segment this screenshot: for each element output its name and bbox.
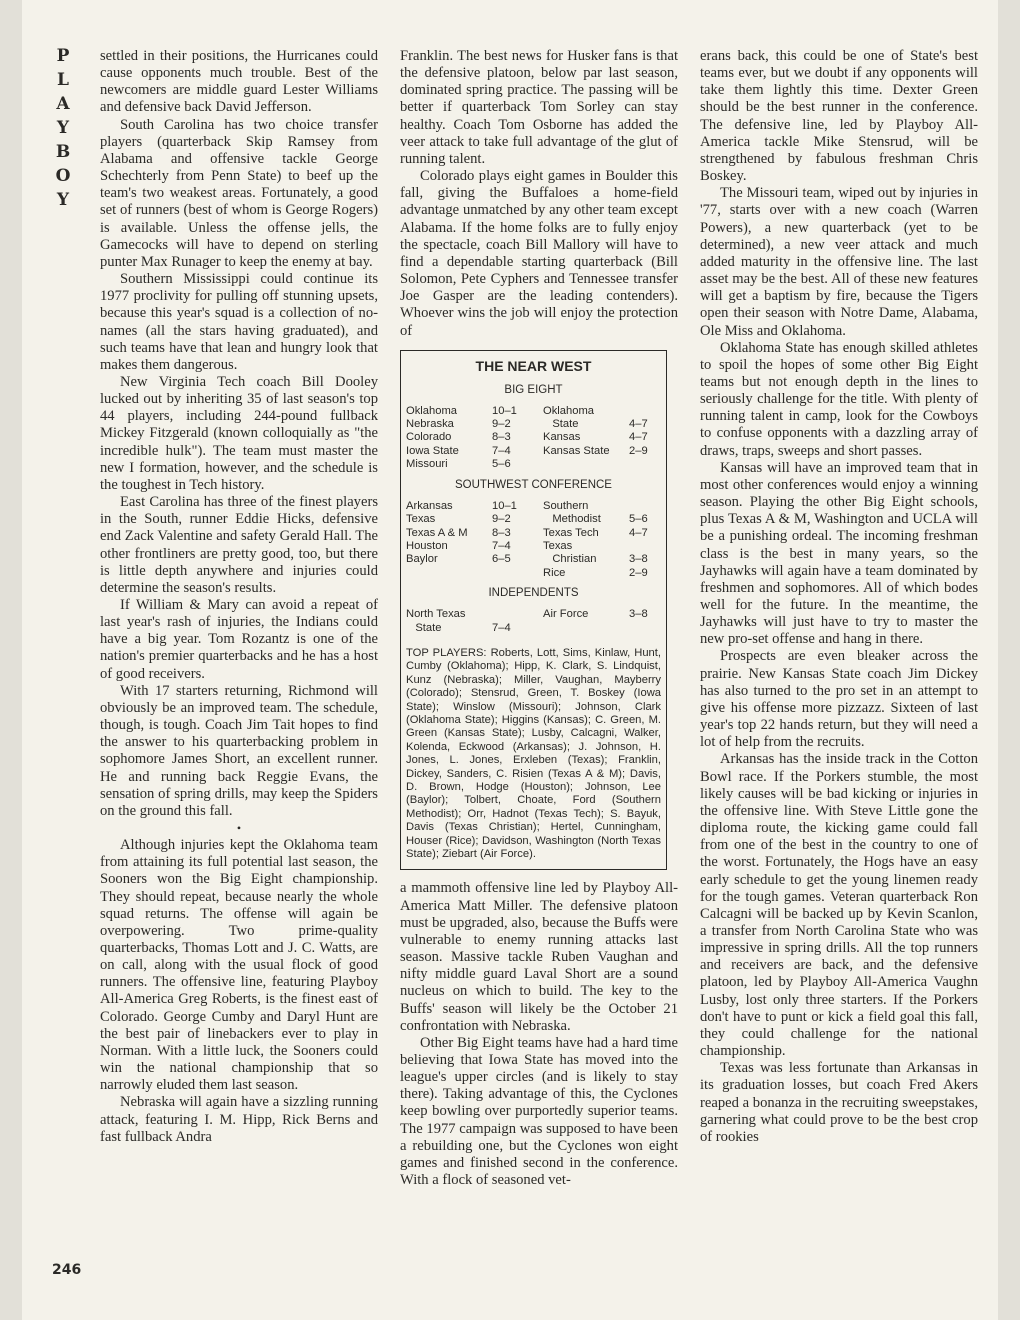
- sidebar-letter: P: [56, 46, 70, 66]
- team-record: 7–4: [492, 444, 511, 457]
- paragraph: East Carolina has three of the finest players in the South, runner Eddie Hicks, defensive end Zack Valentine and safety Gerald Hall. The other frontliners are pretty good, too, but there is little depth anywhere and injuries could determine the season's results.: [100, 494, 378, 596]
- team-name: Texas Tech: [543, 526, 599, 539]
- paragraph: Arkansas has the inside track in the Cotton Bowl race. If the Porkers stumble, the most likely causes will be bad kicking or injuries in the offensive line. With Steve Little gone the diploma route, the kicking game could fall from one of the best in the country to one of the worst. Fortunately, the Hogs have an easy early schedule to get the young linemen ready for the tough games. Veteran quarterback Ron Calcagni will be backed up by Kevin Scanlon, a transfer from North Carolina State who was impressive in spring drills. All the top runners and receivers are back, and the defensive platoon, led by Playboy All-America Vaughn Lusby, lost only three starters. If the Porkers don't have to punt or kick a field goal this fall, they could challenge for the national championship.: [700, 751, 978, 1060]
- top-players-list: TOP PLAYERS: Roberts, Lott, Sims, Kinlaw, Hunt, Cumby (Oklahoma); Hipp, K. Clark, S. Lindquist, Kunz (Nebraska); Miller, Vaughan, Mayberry (Colorado); Stensrud, Green, T. Boskey (Iowa State); Winslow (Missouri); Johnson, Clark (Oklahoma State); Higgins (Kansas); C. Green, M. Green (Kansas State); Lusby, Calcagni, Walker, Kolenda, Eckwood (Arkansas); J. Johnson, H. Jones, L. Jones, Erxleben (Texas); Franklin, Dickey, Sanders, C. Risien (Texas A & M); Davis, D. Brown, Hodge (Houston); Johnson, Lee (Baylor); Tolbert, Choate, Ford (Southern Methodist); Orr, Hadnot (Texas Tech); S. Bayuk, Davis (Texas Christian); Hertel, Cunningham, Houser (Rice); Davidson, Washington (North Texas State); Ziebart (Air Force).: [406, 646, 661, 861]
- team-record: 8–3: [492, 431, 511, 444]
- standings-row: [406, 622, 524, 635]
- paragraph: Texas was less fortunate than Arkansas in its graduation losses, but coach Fred Akers reaped a bonanza in the recruiting sweepstakes, garnering what could prove to be the best crop of rookies: [700, 1060, 978, 1145]
- team-record: 3–8: [629, 553, 648, 566]
- paragraph: Franklin. The best news for Husker fans is that the defensive platoon, below par last season, dominated spring practice. The passing will be better if quarterback Tom Sorley can stay healthy. Coach Tom Osborne has added the veer attack to take full advantage of the glut of running talent.: [400, 48, 678, 167]
- standings-row: [406, 527, 524, 540]
- team-name: Texas A & M: [406, 526, 468, 539]
- team-name: Texas: [543, 539, 573, 552]
- team-record: 2–9: [629, 444, 648, 457]
- team-name: Oklahoma: [543, 404, 594, 417]
- page-number: 246: [52, 1262, 82, 1278]
- standings-row: [406, 431, 524, 444]
- team-record: 5–6: [492, 458, 511, 471]
- team-record: 10–1: [492, 499, 517, 512]
- standings-row: [406, 418, 524, 431]
- team-record: 7–4: [492, 621, 511, 634]
- team-record: 6–5: [492, 553, 511, 566]
- team-name: Methodist: [543, 513, 601, 526]
- standings-row: [543, 445, 661, 458]
- team-record: 9–2: [492, 418, 511, 431]
- sidebar-letter: B: [55, 142, 71, 162]
- swc-heading: SOUTHWEST CONFERENCE: [455, 478, 612, 491]
- standings-row: [543, 513, 661, 526]
- team-name: State: [406, 621, 442, 634]
- team-name: North Texas: [406, 608, 466, 621]
- team-record: 3–8: [629, 608, 648, 621]
- standings-row: [406, 458, 524, 471]
- standings-row: [406, 540, 524, 553]
- magazine-page: [22, 0, 998, 1320]
- independents-left: [406, 608, 524, 635]
- independents-standings: [406, 608, 661, 635]
- team-name: Missouri: [406, 458, 448, 471]
- sidebar-letter: Y: [56, 118, 70, 138]
- team-name: Kansas State: [543, 444, 610, 457]
- paragraph: With 17 starters returning, Richmond will obviously be an improved team. The schedule, though, is tough. Coach Jim Tait hopes to find the answer to his quarterbacking problem in sophomore James Short, an excellent runner. He and running back Reggie Evans, the sensation of spring drills, may keep the Spiders on the ground this fall.: [100, 682, 378, 819]
- standings-row: [543, 608, 661, 621]
- team-name: Rice: [543, 566, 566, 579]
- sidebar-letter: A: [56, 94, 70, 114]
- team-name: Christian: [543, 553, 597, 566]
- standings-row: [543, 540, 661, 553]
- team-name: Air Force: [543, 608, 589, 621]
- paragraph: The Missouri team, wiped out by injuries in '77, starts over with a new coach (Warren Powers), a new quarterback (yet to be determined), a new veer attack and much added maturity in the offensive line. The last asset may be the best. All of these new features will get a baptism by fire, because the Tigers open their season with Notre Dame, Alabama, Ole Miss and Oklahoma.: [700, 185, 978, 339]
- paragraph: Kansas will have an improved team that in most other conferences would enjoy a winning season. Playing the other Big Eight schools, plus Texas A & M, Washington and UCLA will be a punishing ordeal. The incoming freshman class is the best in many years, so the Jayhawks will again have a team dominated by freshmen and sophomores. All of which bodes well for the future. In the meantime, the Jayhawks will just have to try to master the new pro-set offense and hang in there.: [700, 459, 978, 648]
- team-record: 10–1: [492, 404, 517, 417]
- paragraph: settled in their positions, the Hurricanes could cause opponents much trouble. Best of the newcomers are middle guard Lester Williams and defensive back David Jefferson.: [100, 48, 378, 116]
- magazine-sidebar-title: [52, 44, 74, 212]
- standings-box-title: THE NEAR WEST: [475, 357, 592, 374]
- team-name: Houston: [406, 539, 448, 552]
- standings-row: [406, 513, 524, 526]
- team-name: Texas: [406, 513, 436, 526]
- team-record: 8–3: [492, 526, 511, 539]
- standings-row: [543, 567, 661, 580]
- team-record: [629, 405, 661, 418]
- standings-row: [543, 418, 661, 431]
- team-name: Southern: [543, 499, 589, 512]
- standings-row: [543, 405, 661, 418]
- team-name: Arkansas: [406, 499, 453, 512]
- paragraph: Although injuries kept the Oklahoma team from attaining its full potential last season, the Sooners won the Big Eight championship. They should repeat, because nearly the whole squad returns. The offense will again be overpowering. Two prime-quality quarterbacks, Thomas Lott and J. C. Watts, are on call, along with the usual flock of good runners. The offensive line, featuring Playboy All-America Greg Roberts, is the finest east of Colorado. George Cumby and Daryl Hunt are the best pair of linebackers ever to play in Norman. With a little luck, the Sooners could win the national championship that so narrowly eluded them last season.: [100, 837, 378, 1094]
- team-name: Iowa State: [406, 444, 459, 457]
- big-eight-left: [406, 405, 524, 472]
- column-2-bottom-text: [400, 880, 678, 1189]
- paragraph: Oklahoma State has enough skilled athletes to spoil the hopes of some other Big Eight teams but not enough depth in the lines to seriously challenge for the title. With plenty of running talent in camp, look for the Cowboys to confuse opponents with a dazzling array of draws, traps, sweeps and short passes.: [700, 339, 978, 459]
- independents-right: [543, 608, 661, 635]
- team-record: 9–2: [492, 513, 511, 526]
- text-column-2: [400, 48, 678, 1189]
- team-record: [492, 608, 524, 621]
- sidebar-letter: O: [55, 166, 71, 186]
- independents-heading: INDEPENDENTS: [488, 587, 579, 600]
- paragraph: erans back, this could be one of State's best teams ever, but we doubt if any opponents will take them lightly this time. Dexter Green should be the best runner in the conference. The defensive line, led by Playboy All-America tackle Mike Stensrud, will be strengthened by fabulous freshman Chris Boskey.: [700, 48, 978, 185]
- swc-left: [406, 500, 524, 580]
- standings-row: [543, 527, 661, 540]
- paragraph: Nebraska will again have a sizzling running attack, featuring I. M. Hipp, Rick Berns and fast fullback Andra: [100, 1094, 378, 1145]
- standings-row: [543, 500, 661, 513]
- team-name: Baylor: [406, 553, 438, 566]
- team-name: State: [543, 418, 579, 431]
- big-eight-heading: BIG EIGHT: [504, 383, 563, 396]
- big-eight-right: [543, 405, 661, 472]
- sidebar-letter: Y: [56, 190, 70, 210]
- swc-right: [543, 500, 661, 580]
- standings-row: [406, 445, 524, 458]
- paragraph: If William & Mary can avoid a repeat of last year's rash of injuries, the Indians could have a big year. Tom Rozantz is one of the nation's premier quarterbacks and he has a host of good receivers.: [100, 597, 378, 682]
- team-record: 4–7: [629, 431, 648, 444]
- team-record: 7–4: [492, 539, 511, 552]
- text-column-1: [100, 48, 378, 1146]
- paragraph: Prospects are even bleaker across the prairie. New Kansas State coach Jim Dickey has also turned to the pro set in an attempt to give his offense more pizzazz. Sixteen of last year's top 22 hands return, but they will need a lot of help from the recruits.: [700, 648, 978, 751]
- team-record: [629, 540, 661, 553]
- team-record: 5–6: [629, 513, 648, 526]
- team-record: [629, 500, 661, 513]
- team-record: 4–7: [629, 418, 648, 431]
- team-name: Nebraska: [406, 418, 454, 431]
- paragraph: Colorado plays eight games in Boulder this fall, giving the Buffaloes a home-field advantage unmatched by any other team except Alabama. If the home folks are to fully enjoy the spectacle, coach Bill Mallory will have to find a dependable starting quarterback (Bill Solomon, Pete Cyphers and Tennessee transfer Joe Gasper are the leading contenders). Whoever wins the job will enjoy the protection of: [400, 168, 678, 339]
- column-2-top-text: [400, 48, 678, 340]
- standings-row: [543, 431, 661, 444]
- paragraph: Southern Mississippi could continue its 1977 proclivity for pulling off stunning upsets, because this year's squad is a collection of no-names (all the stars having graduated), and such teams have that lean and hungry look that makes them dangerous.: [100, 271, 378, 373]
- team-name: Colorado: [406, 431, 452, 444]
- section-break-bullet: •: [236, 821, 242, 836]
- swc-standings: [406, 500, 661, 580]
- sidebar-letter: L: [57, 70, 69, 90]
- big-eight-standings: [406, 405, 661, 472]
- team-record: 2–9: [629, 566, 648, 579]
- team-name: Kansas: [543, 431, 581, 444]
- paragraph: South Carolina has two choice transfer players (quarterback Skip Ramsey from Alabama and offensive tackle George Schechterly from Penn State) to beef up the team's two weakest areas. Fortunately, a good set of runners (best of whom is George Rogers) is available. Unless the offense jells, the Gamecocks will have to depend on sterling punter Max Runager to keep the enemy at bay.: [100, 116, 378, 270]
- standings-row: [406, 405, 524, 418]
- paragraph: Other Big Eight teams have had a hard time believing that Iowa State has moved into the league's upper circles (and is likely to stay there). Taking advantage of this, the Cyclones keep bowling over purportedly superior teams. The 1977 campaign was supposed to have been a rebuilding one, but the Cyclones won eight games and finished second in the conference. With a flock of seasoned vet-: [400, 1034, 678, 1189]
- paragraph: a mammoth offensive line led by Playboy All-America Matt Miller. The defensive platoon must be upgraded, also, because the Buffs were vulnerable to enemy running attacks last season. Massive tackle Ruben Vaughan and nifty middle guard Laval Short are a sound nucleus on which to build. The key to the Buffs' season will likely be the October 21 confrontation with Nebraska.: [400, 880, 678, 1034]
- standings-row: [406, 500, 524, 513]
- text-column-3: [700, 48, 978, 1146]
- standings-box: [400, 350, 667, 871]
- standings-row: [543, 553, 661, 566]
- team-name: Oklahoma: [406, 404, 457, 417]
- standings-row: [406, 608, 524, 621]
- paragraph: New Virginia Tech coach Bill Dooley lucked out by inheriting 35 of last season's top 44 players, including 244-pound fullback Mickey Fitzgerald (known colloquially as "the incredible hulk"). The team must master the new I formation, however, and the schedule is the toughest in Tech history.: [100, 373, 378, 493]
- team-record: 4–7: [629, 526, 648, 539]
- standings-row: [406, 553, 524, 566]
